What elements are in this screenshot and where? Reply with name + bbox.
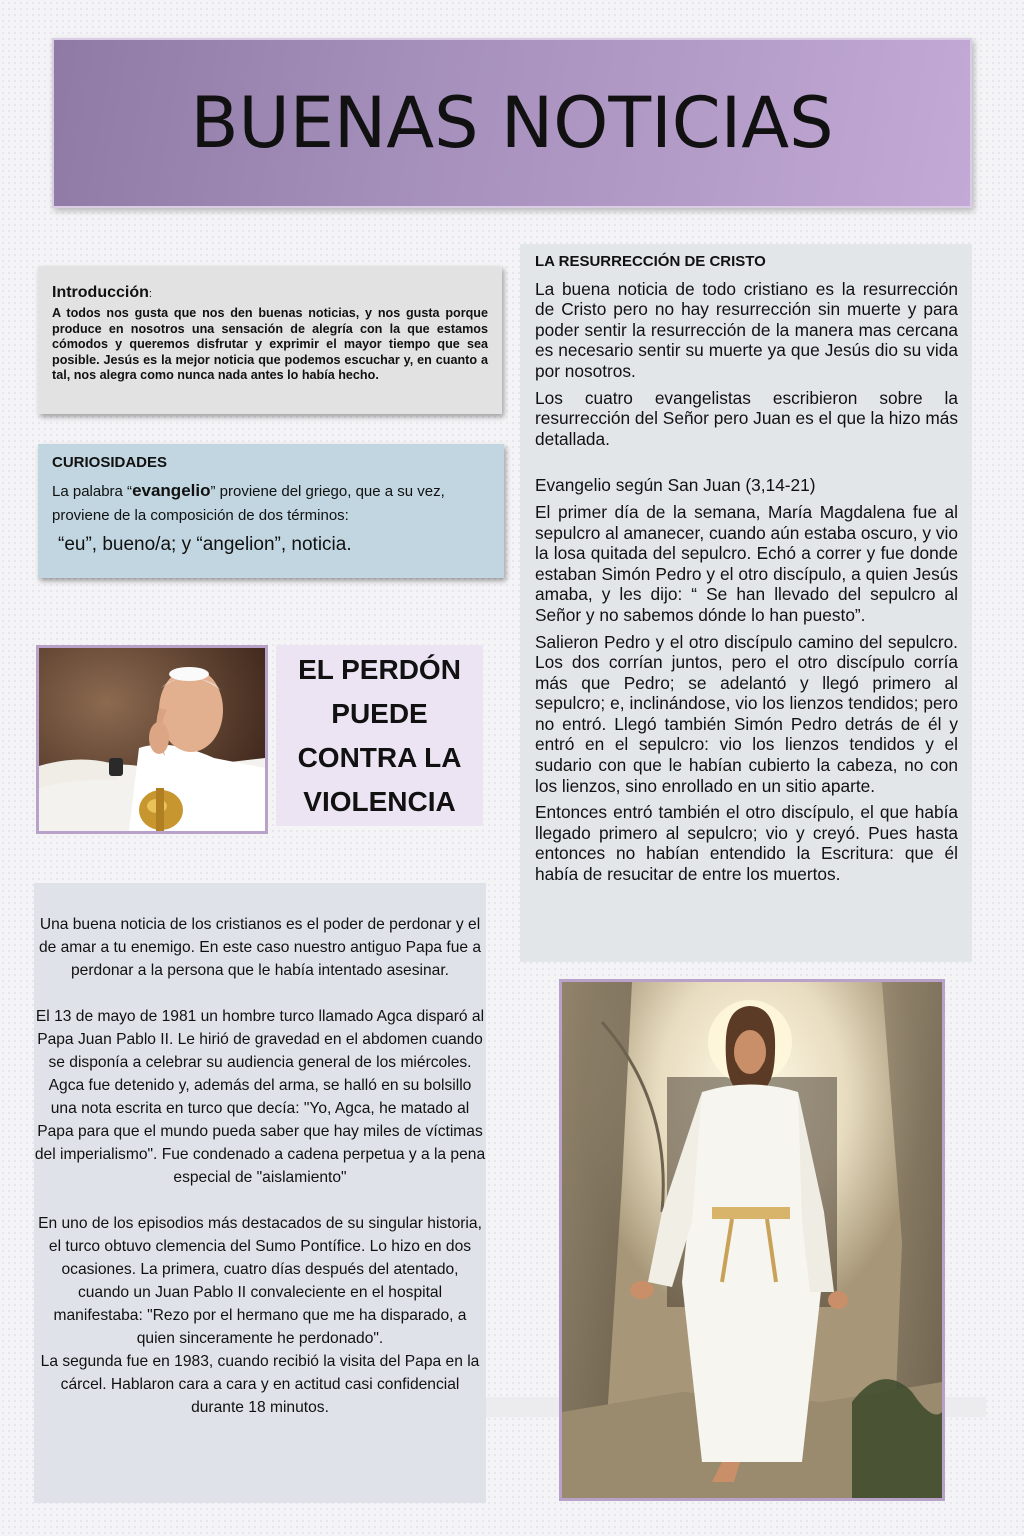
curiosidades-terms: “eu”, bueno/a; y “angelion”, noticia. xyxy=(58,534,352,555)
title-banner xyxy=(52,38,972,208)
resurreccion-box xyxy=(520,244,972,962)
pope-illustration xyxy=(39,648,265,831)
curiosidades-heading: CURIOSIDADES xyxy=(52,454,168,471)
story-box xyxy=(34,883,486,1503)
resurreccion-paragraph-1: La buena noticia de todo cristiano es la resurrección de Cristo pero no hay resurrección sin muerte y para poder sentir la resurrección de la manera mas cercana es necesario sentir su muerte ya que Jesús dio su vida por nosotros. xyxy=(535,278,958,381)
intro-heading-text: Introducción xyxy=(52,284,149,301)
pope-photo xyxy=(36,645,268,834)
curiosidades-keyword: evangelio xyxy=(132,481,211,500)
resurreccion-paragraph-2: Los cuatro evangelistas escribieron sobre la resurrección del Señor pero Juan es el que la hizo más detallada. xyxy=(535,387,958,449)
story-paragraph-3: Agca fue detenido y, además del arma, se halló en su bolsillo una nota escrita en turco que decía: "Yo, Agca, he matado al Papa para que el mundo pueda saber que hay miles de víctimas del imperialismo". Fue condenado a cadena perpetua y a la pena especial de "aislamiento" xyxy=(34,1077,486,1186)
intro-heading xyxy=(52,284,488,302)
curiosidades-text-before: La palabra “ xyxy=(52,483,133,500)
story-paragraph-4: En uno de los episodios más destacados de su singular historia, el turco obtuvo clemencia del Sumo Pontífice. Lo hizo en dos ocasiones. La primera, cuatro días después del atentado, cuando un Juan Pablo II convaleciente en el hospital manifestaba: "Rezo por el hermano que me ha disparado, a quien sinceramente he perdonado". xyxy=(38,1215,482,1347)
resurreccion-paragraph-4: Salieron Pedro y el otro discípulo camino del sepulcro. Los dos corrían juntos, pero el otro discípulo corría más que Pedro; se adelantó y llegó primero al sepulcro; e, inclinándose, vio los lienzos tendidos; pero no entró. Llegó también Simón Pedro detrás de él y entró en el sepulcro: vio los lienzos tendidos y el sudario con que le habían cubierto la cabeza, no con los lienzos, sino enrollado en un sitio aparte. xyxy=(535,631,958,796)
curiosidades-text xyxy=(52,479,490,528)
story-paragraph-2: El 13 de mayo de 1981 un hombre turco llamado Agca disparó al Papa Juan Pablo II. Le hirió de gravedad en el abdomen cuando se disponía a celebrar su audiencia general de los miércoles. xyxy=(35,1008,485,1071)
curiosidades-box xyxy=(38,444,504,578)
story-paragraph-5: La segunda fue en 1983, cuando recibió la visita del Papa en la cárcel. Hablaron cara a cara y en actitud casi confidencial durante 18 minutos. xyxy=(40,1353,480,1416)
page-title: BUENAS NOTICIAS xyxy=(190,82,834,164)
perdon-box xyxy=(276,645,483,826)
resurreccion-subheading: Evangelio según San Juan (3,14-21) xyxy=(535,475,816,496)
story-spacer xyxy=(34,1189,486,1212)
story-paragraph-1: Una buena noticia de los cristianos es el poder de perdonar y el de amar a tu enemigo. En este caso nuestro antiguo Papa fue a perdonar a la persona que le había intentado asesinar. xyxy=(38,916,482,979)
resurreccion-paragraph-5: Entonces entró también el otro discípulo, el que había llegado primero al sepulcro; vio y creyó. Pues hasta entonces no habían entendido la Escritura: que él había de resucitar de entre los muertos. xyxy=(535,802,958,885)
intro-text: A todos nos gusta que nos den buenas noticias, y nos gusta porque produce en nosotros una sensación de alegría con la que estamos cómodos y queremos disfrutar y exprimir el mayor tiempo que sea posible. Jesús es la mejor noticia que podemos escuchar y, en cuanto a tal, nos alegra como nunca nada antes lo había hecho. xyxy=(52,306,488,383)
jesus-photo xyxy=(559,979,945,1501)
jesus-illustration xyxy=(562,982,942,1498)
story-spacer xyxy=(34,982,486,1005)
perdon-heading: EL PERDÓN PUEDE CONTRA LA VIOLENCIA xyxy=(297,653,462,817)
resurreccion-heading: LA RESURRECCIÓN DE CRISTO xyxy=(535,253,766,270)
resurreccion-paragraph-3: El primer día de la semana, María Magdalena fue al sepulcro al amanecer, cuando aún estaba oscuro, y vio la losa quitada del sepulcro. Echó a correr y fue donde estaban Simón Pedro y el otro discípulo, a quien Jesús amaba, y les dijo: “ Se han llevado del sepulcro al Señor y no sabemos dónde lo han puesto”. xyxy=(535,501,958,625)
curiosidades-text-after: ” proviene del griego, que a su vez, proviene de la composición de dos términos: xyxy=(52,483,445,524)
intro-heading-colon: : xyxy=(148,288,152,300)
intro-box xyxy=(38,266,502,414)
